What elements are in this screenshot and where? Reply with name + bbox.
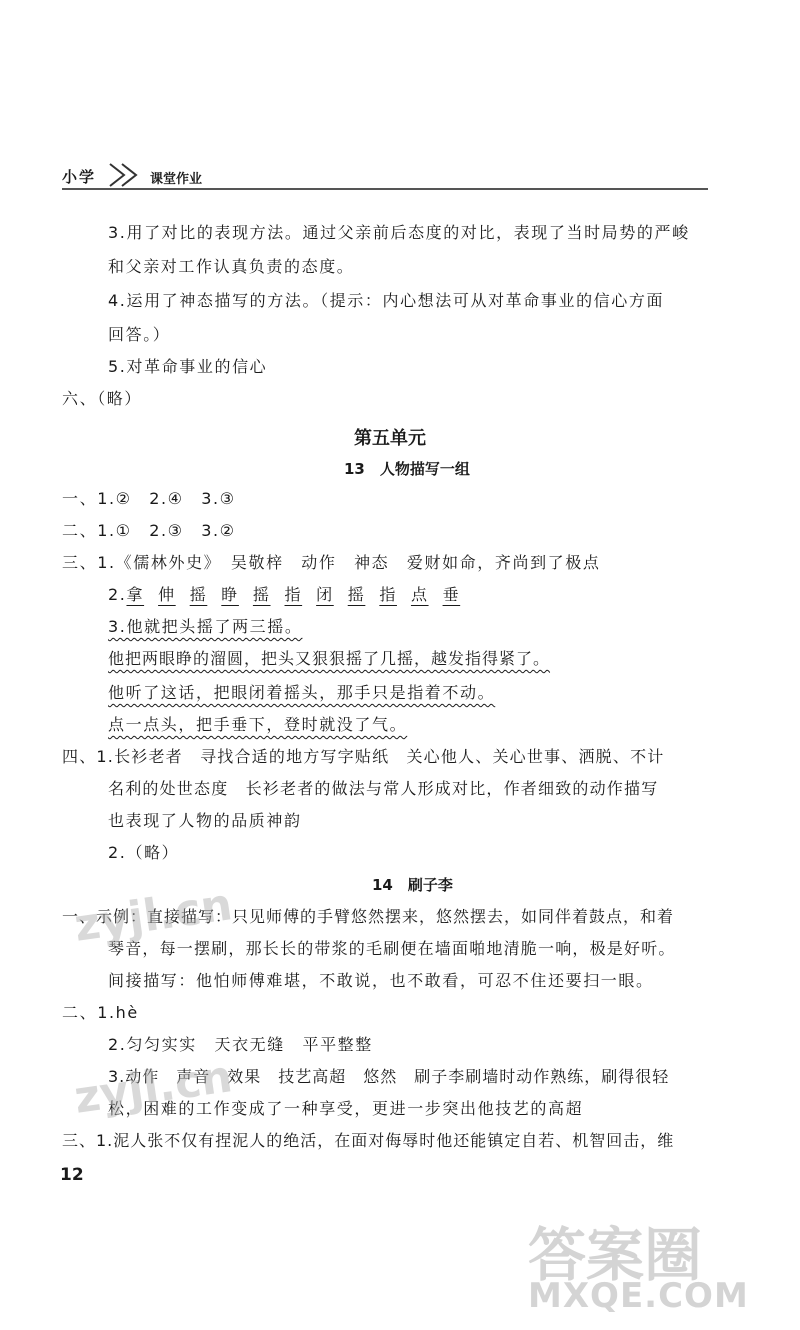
verb-word: 睁 — [221, 585, 239, 604]
header-rule — [62, 188, 708, 190]
verb-word: 伸 — [158, 585, 176, 604]
watermark-zyjl: zyjl.cn — [71, 879, 236, 952]
answer-line: 二、1.① 2.③ 3.② — [62, 521, 236, 540]
wavy-underlined-text: 他把两眼睁的溜圆，把头又狠狠摇了几摇，越发指得紧了。 — [108, 649, 551, 668]
verb-word: 指 — [284, 585, 303, 604]
answer-line: 三、1.泥人张不仅有捏泥人的绝活，在面对侮辱时他还能镇定自若、机智回击，维 — [62, 1131, 675, 1150]
page-number: 12 — [60, 1165, 84, 1185]
lesson-13-title: 13 人物描写一组 — [344, 460, 470, 478]
page-header — [62, 162, 708, 192]
answer-line: 三、1.《儒林外史》 吴敬梓 动作 神态 爱财如命，齐尚到了极点 — [62, 553, 601, 572]
answer-line: 六、（略） — [62, 389, 143, 408]
lesson-14-title: 14 刷子李 — [372, 876, 453, 894]
item-prefix: 2. — [108, 585, 127, 604]
answer-line: 琴音，每一摆刷，那长长的带浆的毛刷便在墙面啪地清脆一响，极是好听。 — [108, 939, 676, 958]
verb-word: 摇 — [252, 585, 271, 604]
answer-line — [108, 714, 407, 736]
watermark-zyjl: zyjl.cn — [71, 1051, 236, 1124]
answer-line: 也表现了人物的品质神韵 — [108, 811, 302, 830]
answer-line: 3.用了对比的表现方法。通过父亲前后态度的对比，表现了当时局势的严峻 — [108, 223, 690, 242]
answer-line: 回答。） — [108, 325, 171, 344]
answer-line: 2.匀匀实实 天衣无缝 平平整整 — [108, 1035, 373, 1054]
verb-word: 拿 — [126, 585, 145, 604]
answer-line — [108, 616, 302, 638]
answer-line: 二、1.hè — [62, 1003, 139, 1022]
answer-line: 间接描写：他怕师傅难堪，不敢说，也不敢看，可忍不住还要扫一眼。 — [108, 971, 654, 990]
watermark-answer-logo: 答案圈 — [528, 1221, 703, 1289]
answer-line: 名利的处世态度 长衫老者的做法与常人形成对比，作者细致的动作描写 — [108, 779, 659, 798]
verb-word: 摇 — [347, 585, 366, 604]
answer-line: 四、1.长衫老者 寻找合适的地方写字贴纸 关心他人、关心世事、洒脱、不计 — [62, 747, 665, 766]
double-chevron-icon — [106, 162, 146, 188]
wavy-underlined-text: 他听了这话，把眼闭着摇头，那手只是指着不动。 — [108, 683, 496, 702]
answer-line: 一、示例：直接描写：只见师傅的手臂悠然摆来，悠然摆去，如同伴着鼓点，和着 — [62, 907, 675, 926]
header-subject: 小学 — [62, 168, 97, 186]
answer-line: 一、1.② 2.④ 3.③ — [62, 489, 236, 508]
answer-line — [108, 682, 495, 704]
unit-title: 第五单元 — [354, 428, 426, 449]
wavy-underlined-text: 点一点头，把手垂下，登时就没了气。 — [108, 715, 408, 734]
verb-word: 垂 — [442, 585, 461, 604]
verb-list — [108, 584, 460, 606]
answer-line: 2.（略） — [108, 843, 180, 862]
verb-word: 闭 — [316, 585, 334, 604]
header-book-title: 课堂作业 — [150, 172, 203, 187]
verb-word: 指 — [379, 585, 397, 604]
wavy-underlined-text: 3.他就把头摇了两三摇。 — [108, 617, 303, 636]
verb-word: 摇 — [189, 585, 208, 604]
answer-line: 4.运用了神态描写的方法。（提示：内心想法可从对革命事业的信心方面 — [108, 291, 665, 310]
answer-line: 3.动作 声音 效果 技艺高超 悠然 刷子李刷墙时动作熟练，刷得很轻 — [108, 1067, 670, 1086]
watermark-site: MXQE.COM — [528, 1276, 749, 1316]
answer-line: 5.对革命事业的信心 — [108, 357, 268, 376]
answer-line: 松，困难的工作变成了一种享受，更进一步突出他技艺的高超 — [108, 1099, 584, 1118]
answer-line: 和父亲对工作认真负责的态度。 — [108, 257, 355, 276]
verb-word: 点 — [410, 585, 429, 604]
answer-line — [108, 648, 550, 670]
